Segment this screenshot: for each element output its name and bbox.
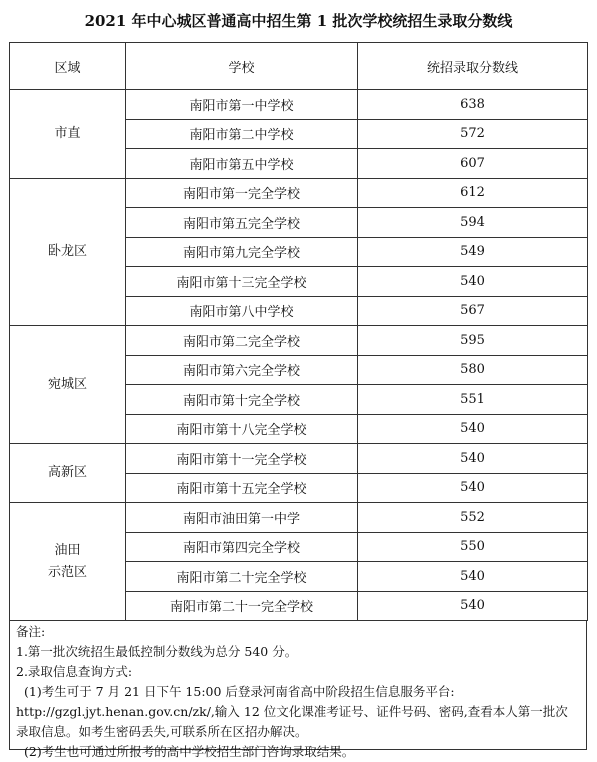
score-table — [9, 42, 588, 621]
region-cell: 宛城区 — [10, 326, 126, 444]
score-cell: 607 — [358, 149, 588, 179]
header-score: 统招录取分数线 — [358, 43, 588, 90]
school-cell: 南阳市第五完全学校 — [126, 208, 358, 238]
school-cell: 南阳市第十完全学校 — [126, 385, 358, 415]
score-cell: 551 — [358, 385, 588, 415]
note-line: (2)考生也可通过所报考的高中学校招生部门咨询录取结果。 — [24, 744, 355, 759]
score-cell: 540 — [358, 444, 588, 474]
notes-section — [9, 620, 587, 759]
school-cell: 南阳市第一中学校 — [126, 90, 358, 120]
school-cell: 南阳市第二十一完全学校 — [126, 591, 358, 621]
table-row — [10, 444, 588, 474]
school-cell: 南阳市第八中学校 — [126, 296, 358, 326]
score-cell: 595 — [358, 326, 588, 356]
score-cell: 540 — [358, 591, 588, 621]
score-cell: 550 — [358, 532, 588, 562]
school-cell: 南阳市第四完全学校 — [126, 532, 358, 562]
score-cell: 567 — [358, 296, 588, 326]
school-cell: 南阳市第十五完全学校 — [126, 473, 358, 503]
school-cell: 南阳市第一完全学校 — [126, 178, 358, 208]
header-school: 学校 — [126, 43, 358, 90]
score-cell: 580 — [358, 355, 588, 385]
school-cell: 南阳市第九完全学校 — [126, 237, 358, 267]
table-row — [10, 90, 588, 120]
school-cell: 南阳市第十八完全学校 — [126, 414, 358, 444]
school-cell: 南阳市第十三完全学校 — [126, 267, 358, 297]
region-cell: 高新区 — [10, 444, 126, 503]
school-cell: 南阳市第五中学校 — [126, 149, 358, 179]
score-cell: 540 — [358, 473, 588, 503]
score-cell: 552 — [358, 503, 588, 533]
school-cell: 南阳市第十一完全学校 — [126, 444, 358, 474]
table-row — [10, 503, 588, 533]
school-cell: 南阳市第二十完全学校 — [126, 562, 358, 592]
score-cell: 594 — [358, 208, 588, 238]
score-cell: 540 — [358, 267, 588, 297]
score-cell: 549 — [358, 237, 588, 267]
school-cell: 南阳市第二完全学校 — [126, 326, 358, 356]
school-cell: 南阳市第六完全学校 — [126, 355, 358, 385]
note-line: (1)考生可于 7 月 21 日下午 15:00 后登录河南省高中阶段招生信息服务平台: — [24, 684, 455, 699]
region-cell: 市直 — [10, 90, 126, 179]
score-cell: 540 — [358, 414, 588, 444]
table-body — [10, 90, 588, 621]
region-cell: 卧龙区 — [10, 178, 126, 326]
note-line: 2.录取信息查询方式: — [16, 664, 133, 679]
table-row — [10, 326, 588, 356]
school-cell: 南阳市第二中学校 — [126, 119, 358, 149]
school-cell: 南阳市油田第一中学 — [126, 503, 358, 533]
table-row — [10, 178, 588, 208]
score-cell: 638 — [358, 90, 588, 120]
notes-heading: 备注: — [16, 624, 46, 639]
score-cell: 572 — [358, 119, 588, 149]
score-cell: 612 — [358, 178, 588, 208]
document-title: 2021 年中心城区普通高中招生第 1 批次学校统招生录取分数线 — [84, 12, 513, 30]
note-line: 1.第一批次统招生最低控制分数线为总分 540 分。 — [16, 644, 298, 659]
table-header-row — [10, 43, 588, 90]
note-line: http://gzgl.jyt.henan.gov.cn/zk/,输入 12 位文化课准考证号、证件号码、密码,查看本人第一批次录取信息。如考生密码丢失,可联系所在区招办解决。 — [16, 704, 568, 739]
region-cell: 油田 示范区 — [10, 503, 126, 621]
score-cell: 540 — [358, 562, 588, 592]
header-region: 区域 — [10, 43, 126, 90]
